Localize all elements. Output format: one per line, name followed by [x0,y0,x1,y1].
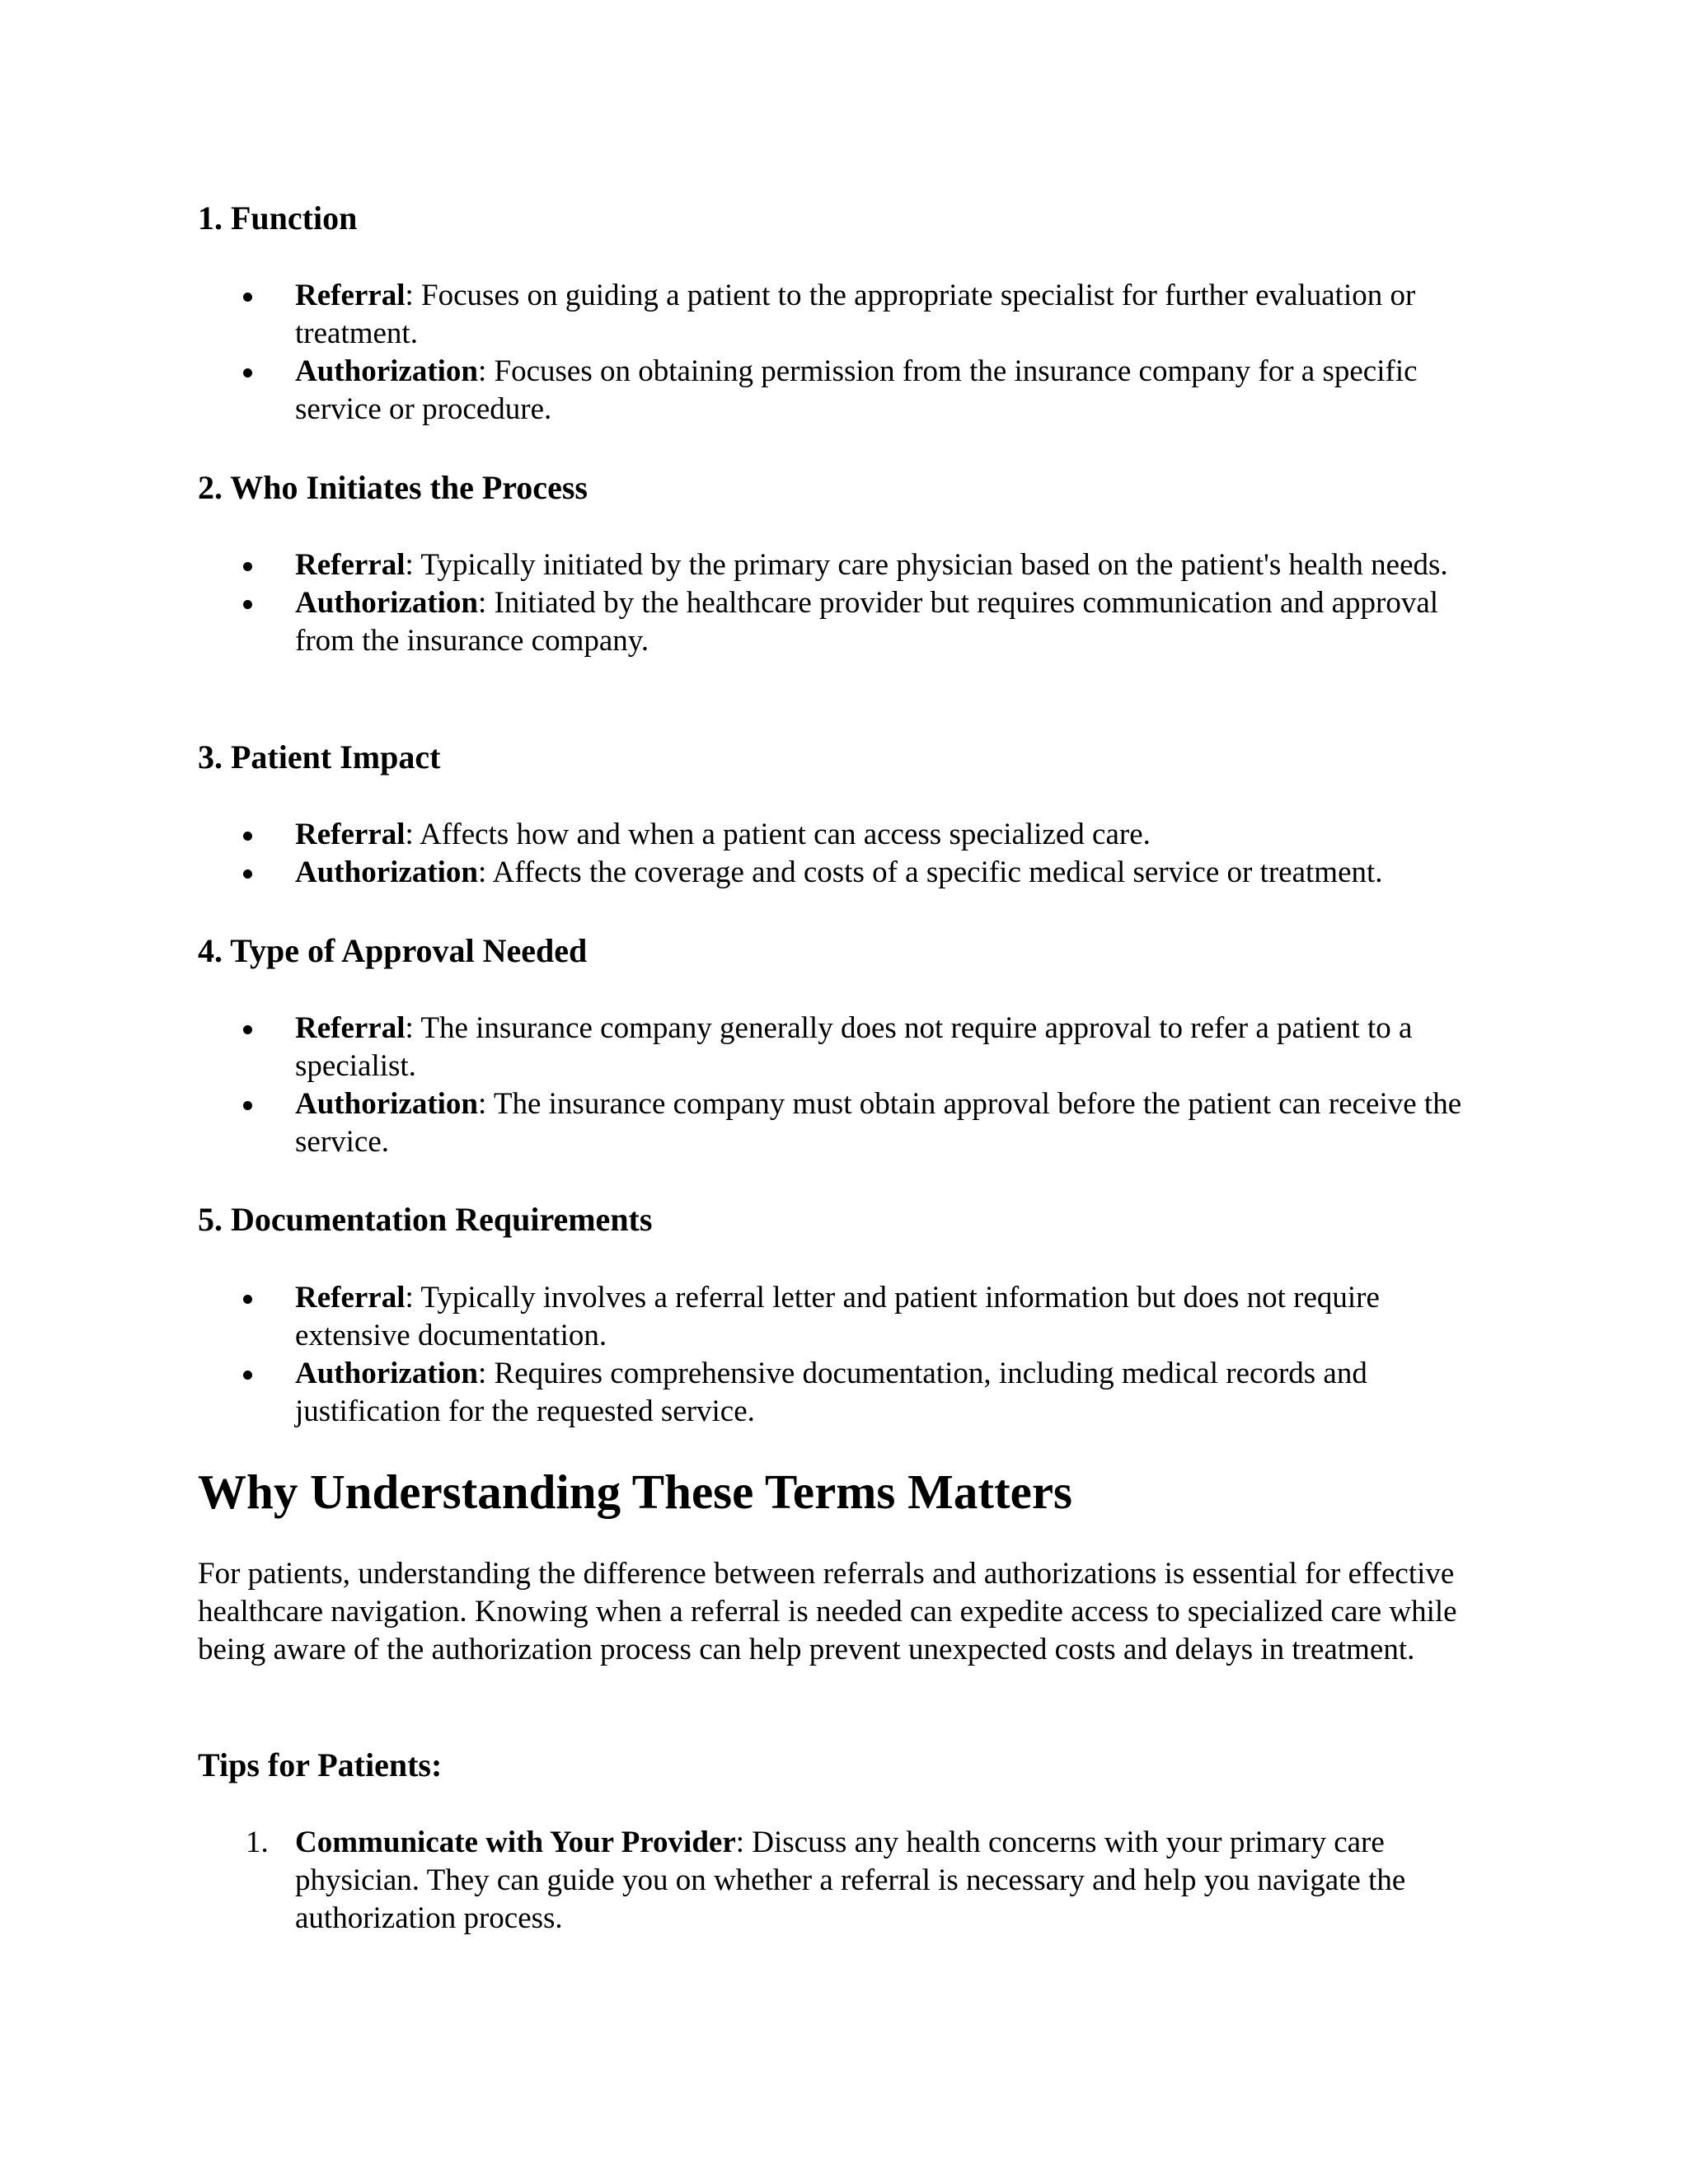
section-heading-documentation: 5. Documentation Requirements [198,1201,653,1238]
list-item [0,1085,1498,1161]
item-text: : Requires comprehensive documentation, including medical records and justification for the requested service. [295,1357,1367,1428]
list-item [0,277,1498,353]
item-text: : Typically involves a referral letter and patient information but does not require extensive documentation. [295,1281,1380,1352]
list-item [0,584,1498,660]
list-item [0,1010,1498,1085]
item-text: : Typically initiated by the primary care physician based on the patient's health needs. [405,548,1448,582]
why-heading: Why Understanding These Terms Matters [198,1465,1072,1519]
who-initiates-list [0,546,1498,660]
patient-impact-list [0,816,1498,892]
term-label: Referral [295,1011,406,1045]
approval-type-list [0,1010,1498,1161]
term-label: Referral [295,1281,406,1315]
bullet-icon [243,368,252,377]
bullet-icon [243,293,252,302]
term-label: Referral [295,279,406,312]
bullet-icon [243,1371,252,1380]
bullet-icon [243,1101,252,1110]
tips-heading: Tips for Patients: [198,1746,443,1783]
term-label: Authorization [295,354,478,388]
term-label: Communicate with Your Provider [295,1825,736,1859]
item-text: : The insurance company must obtain approval before the patient can receive the service. [295,1087,1462,1159]
term-label: Authorization [295,1357,478,1390]
section-heading-who-initiates: 2. Who Initiates the Process [198,469,588,506]
tips-list [0,1824,1498,1938]
function-list [0,277,1498,429]
bullet-icon [243,832,252,841]
bullet-icon [243,562,252,571]
list-item [0,816,1498,854]
bullet-icon [243,869,252,879]
item-text: : Initiated by the healthcare provider but requires communication and approval from the insurance company. [295,586,1439,658]
item-text: : Discuss any health concerns with your primary care physician. They can guide you on whether a referral is necessary and help you navigate the authorization process. [295,1825,1406,1935]
term-label: Referral [295,548,406,582]
list-item [0,1824,1498,1938]
bullet-icon [243,1025,252,1034]
term-label: Authorization [295,1087,478,1121]
term-label: Referral [295,818,406,851]
list-item [0,1355,1498,1431]
term-label: Authorization [295,586,478,620]
term-label: Authorization [295,855,478,889]
list-number: 1. [246,1825,269,1859]
section-heading-patient-impact: 3. Patient Impact [198,738,441,776]
list-item [0,353,1498,429]
section-heading-function: 1. Function [198,199,358,237]
list-item [0,1279,1498,1355]
item-text: : Focuses on guiding a patient to the appropriate specialist for further evaluation or treatment. [295,279,1416,350]
section-heading-approval-type: 4. Type of Approval Needed [198,932,588,969]
bullet-icon [243,1295,252,1304]
item-text: : Affects how and when a patient can access specialized care. [405,818,1151,851]
list-item [0,546,1498,584]
documentation-list [0,1279,1498,1431]
list-item [0,854,1498,892]
why-paragraph: For patients, understanding the difference between referrals and authorizations is essential for effective healthcare navigation. Knowing when a referral is needed can expedite access to specialized care while being aware of the authorization process can help prevent unexpected costs and delays in treatment. [198,1557,1457,1666]
item-text: : Focuses on obtaining permission from the insurance company for a specific service or procedure. [295,354,1418,426]
item-text: : Affects the coverage and costs of a specific medical service or treatment. [478,855,1383,889]
bullet-icon [243,600,252,609]
item-text: : The insurance company generally does not require approval to refer a patient to a specialist. [295,1011,1413,1083]
